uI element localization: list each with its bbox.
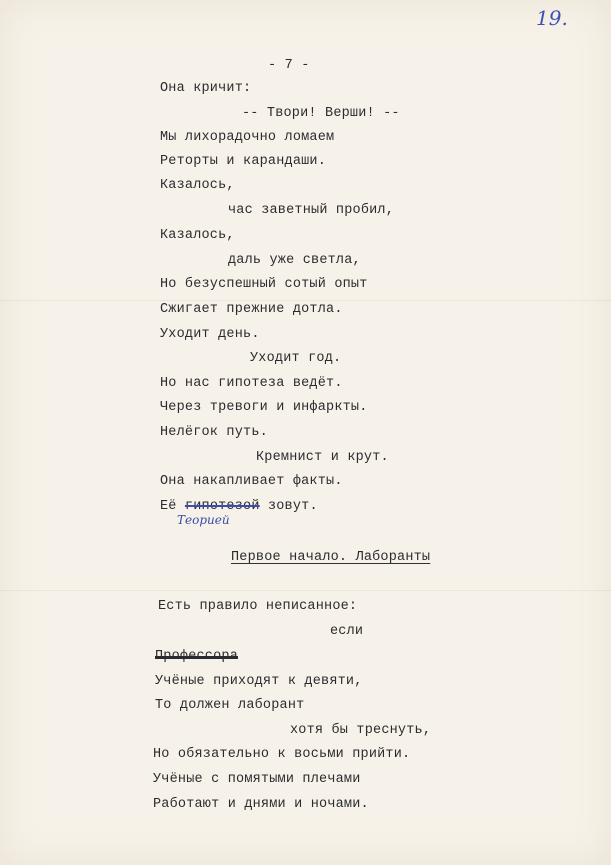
verse-line: Нелёгок путь.: [160, 425, 268, 440]
verse-line: Есть правило неписанное:: [158, 599, 358, 614]
verse-line: Реторты и карандаши.: [160, 154, 327, 169]
verse-line: Казалось,: [160, 228, 235, 243]
verse-line: даль уже светла,: [228, 253, 361, 268]
paper-crease: [0, 590, 611, 591]
struck-word: гипотезой: [184, 499, 260, 514]
paper-crease: [0, 300, 611, 301]
verse-line: Через тревоги и инфаркты.: [160, 400, 368, 415]
verse-line: То должен лаборант: [155, 698, 305, 713]
handwritten-correction: Теорией: [177, 513, 230, 527]
verse-line: Уходит день.: [160, 327, 260, 342]
verse-line: Но нас гипотеза ведёт.: [160, 376, 343, 391]
verse-line: Мы лихорадочно ломаем: [160, 130, 335, 145]
struck-word: Профессора: [155, 649, 239, 664]
verse-word: зовут.: [267, 499, 318, 514]
verse-line: Кремнист и крут.: [256, 450, 389, 465]
verse-line: Учёные с помятыми плечами: [153, 772, 361, 787]
verse-line: Сжигает прежние дотла.: [160, 302, 343, 317]
verse-word: Её: [160, 499, 177, 514]
verse-line: Она накапливает факты.: [160, 474, 343, 489]
verse-line: Но безуспешный сотый опыт: [160, 277, 368, 292]
verse-line: Казалось,: [160, 178, 235, 193]
verse-line: если: [330, 624, 364, 639]
verse-line: -- Твори! Верши! --: [242, 106, 400, 121]
folio-number: 19.: [536, 6, 568, 30]
verse-line: Учёные приходят к девяти,: [155, 674, 363, 689]
section-heading: Первое начало. Лаборанты: [231, 550, 431, 565]
verse-line: Работают и днями и ночами.: [153, 797, 369, 812]
verse-line: Но обязательно к восьми прийти.: [153, 747, 411, 762]
page-number: - 7 -: [268, 58, 310, 73]
verse-line: Уходит год.: [250, 351, 342, 366]
verse-line: хотя бы треснуть,: [290, 723, 432, 738]
verse-line: час заветный пробил,: [228, 203, 395, 218]
verse-line: Она кричит:: [160, 81, 252, 96]
